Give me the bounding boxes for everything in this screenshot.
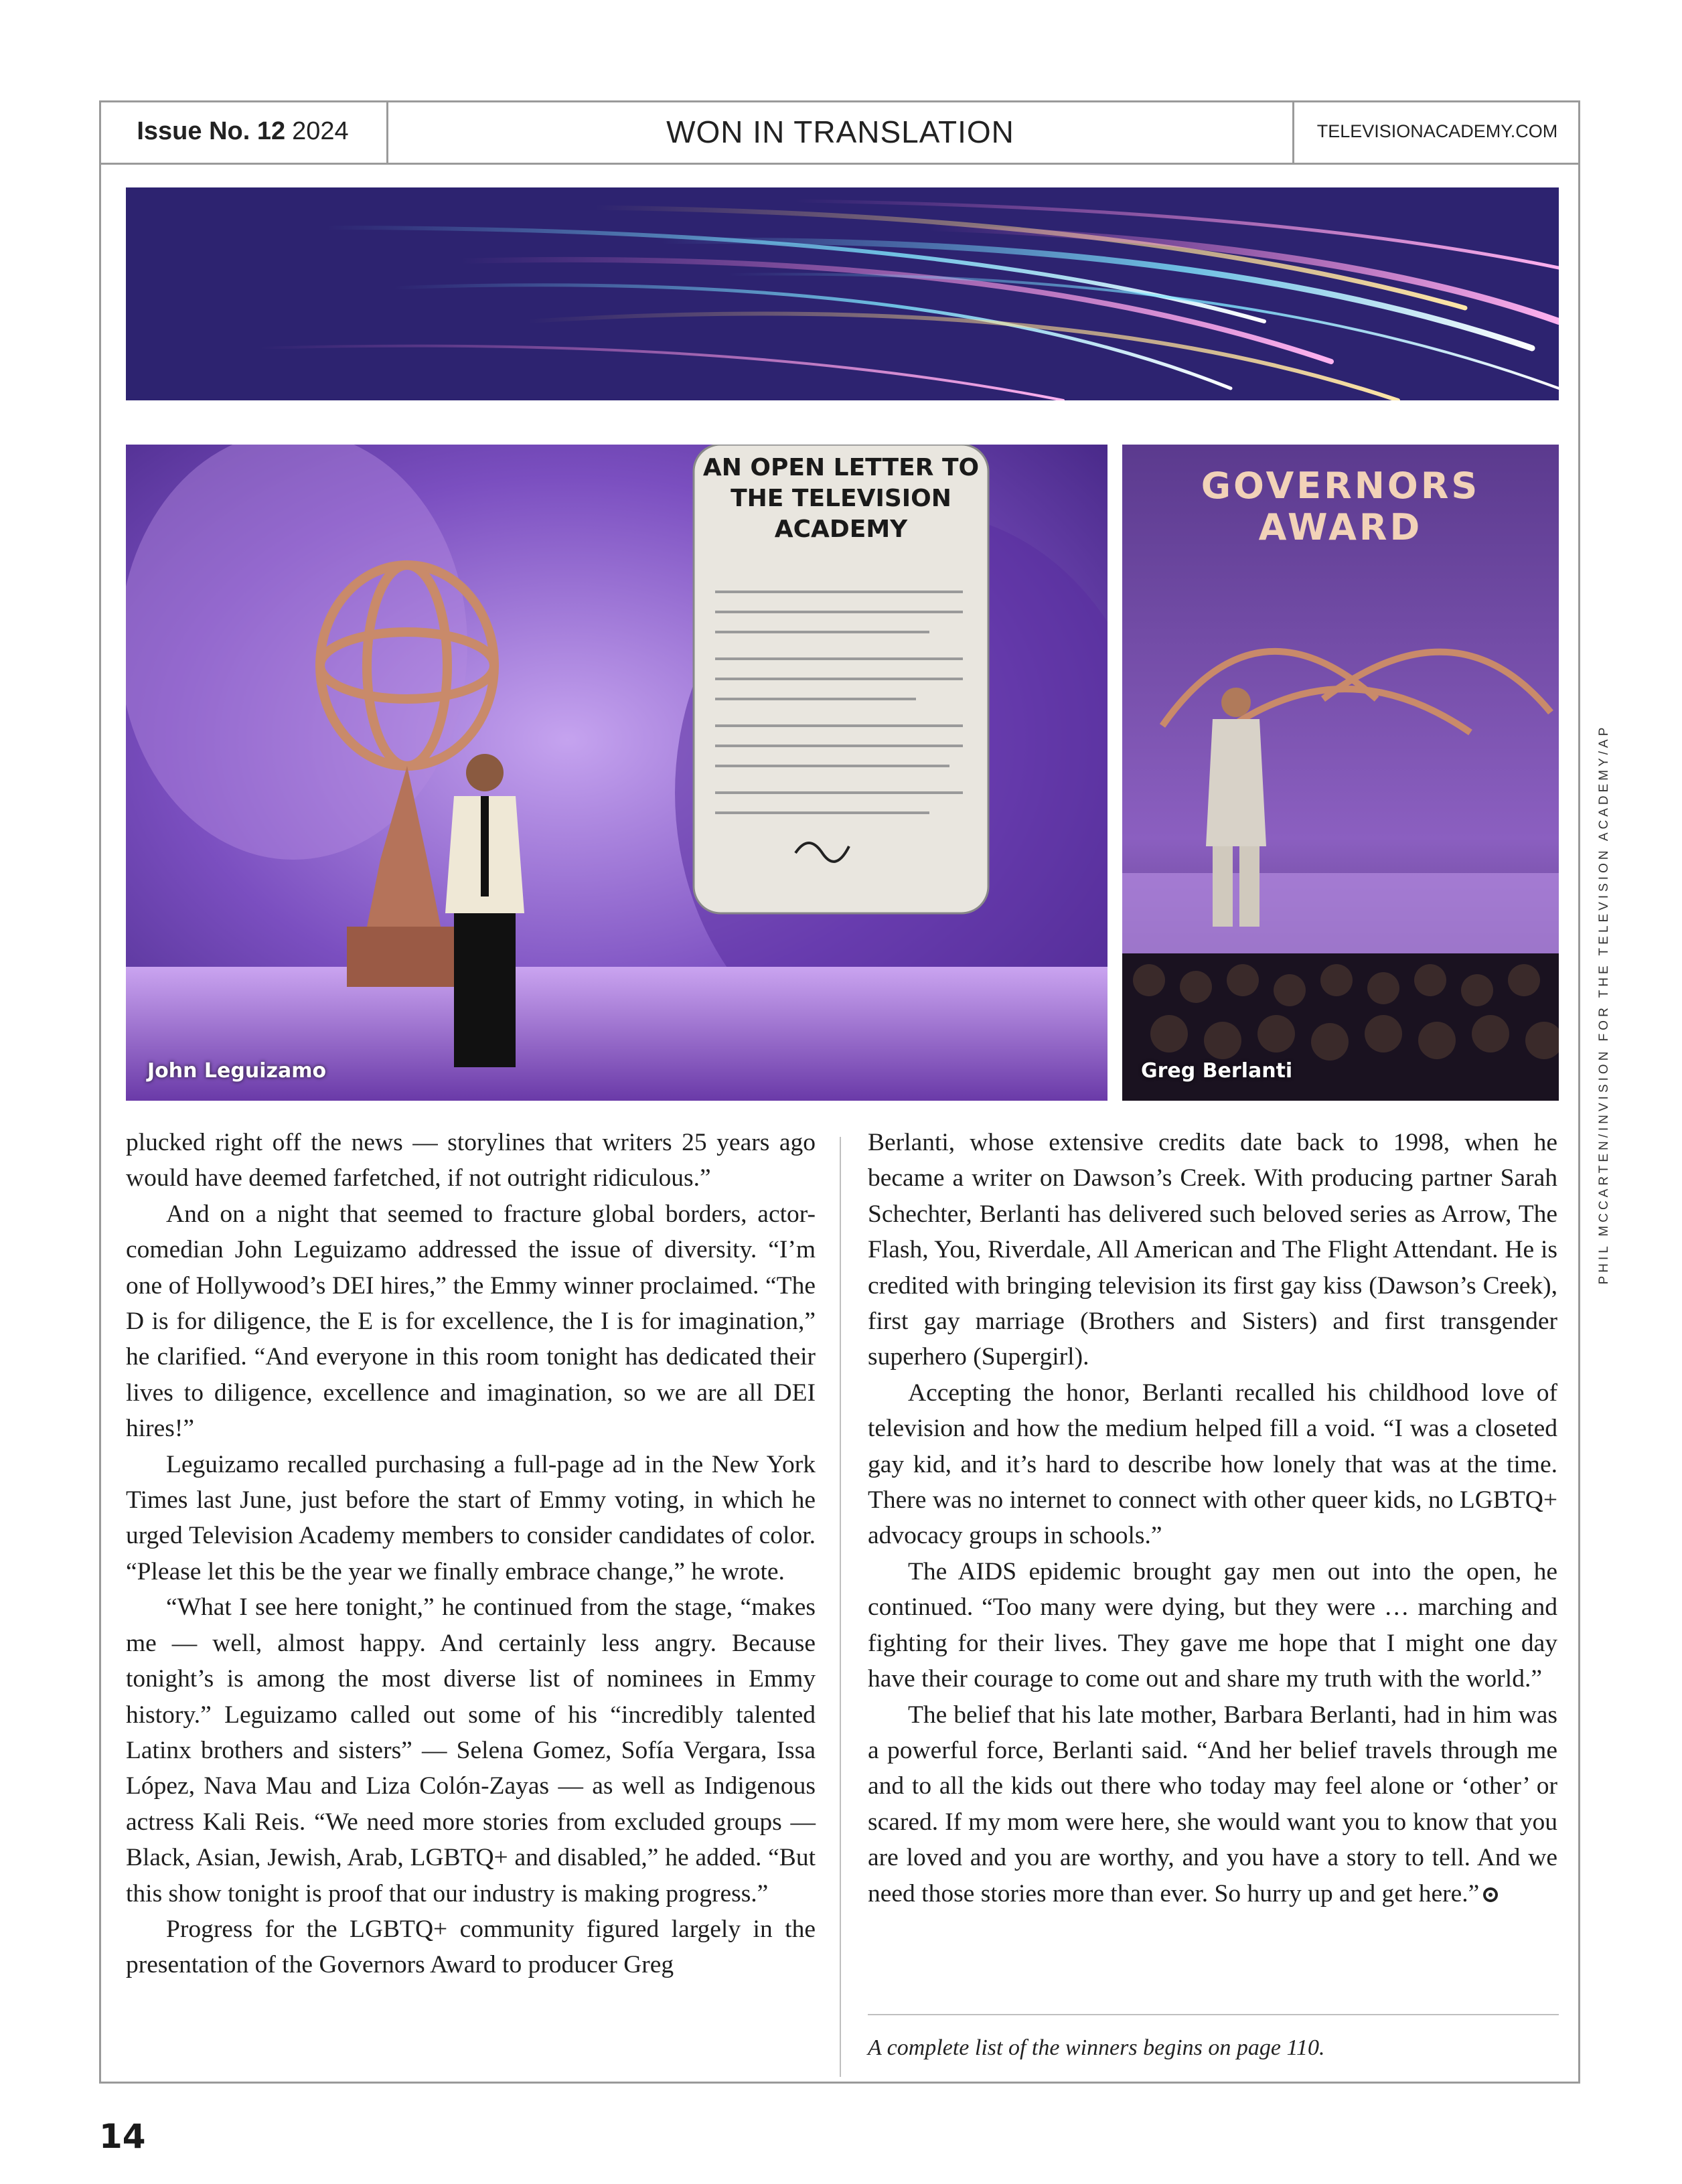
- page-header: [99, 100, 1580, 165]
- issue-number: Issue No. 12: [137, 117, 286, 145]
- section-title: WON IN TRANSLATION: [666, 114, 1014, 149]
- issue-year: 2024: [292, 117, 349, 145]
- award-title-line-1: GOVERNORS: [1201, 465, 1480, 507]
- page-number: 14: [99, 2117, 146, 2156]
- paragraph: The AIDS epidemic brought gay men out into the open, he continued. “Too many were dying, but they were … marching and fighting for their lives. They gave me hope that I might one day have their courage to come out and share my truth with the world.”: [868, 1557, 1557, 1693]
- letter-title-line-3: ACADEMY: [774, 516, 908, 543]
- footnote: A complete list of the winners begins on page 110.: [868, 2035, 1325, 2060]
- paragraph: Accepting the honor, Berlanti recalled his childhood love of television and how the medium helped fill a void. “I was a closeted gay kid, and it’s hard to describe how lonely that was at the time. There was no internet to connect with other queer kids, no LGBTQ+ advocacy groups in schools.”: [868, 1379, 1557, 1550]
- issue-label: [99, 100, 388, 163]
- footnote-rule: [868, 2014, 1559, 2015]
- paragraph: Berlanti, whose extensive credits date back to 1998, when he became a writer on Dawson’s Creek. With producing partner Sarah Schechter, Berlanti has delivered such beloved series as Arrow, The Flash, You, Riverdale, All American and The Flight Attendant. He is credited with bringing television its first gay kiss (Dawson’s Creek), first gay marriage (Brothers and Sisters) and first transgender superhero (Supergirl).: [868, 1129, 1557, 1371]
- paragraph: Progress for the LGBTQ+ community figured largely in the presentation of the Governors Award to producer Greg: [126, 1915, 816, 1979]
- photo-credit-text: PHIL MCCARTEN/INVISION FOR THE TELEVISION ACADEMY/AP: [1597, 724, 1611, 1285]
- paragraph: [868, 1697, 1557, 1912]
- article-column-right: [868, 1125, 1557, 1912]
- award-title-line-2: AWARD: [1258, 506, 1423, 548]
- paragraph: “What I see here tonight,” he continued from the stage, “makes me — well, almost happy. And certainly less angry. Because tonight’s is among the most diverse list of nominees in Emmy history.” Leguizamo called out some of his “incredibly talented Latinx brothers and sisters” — Selena Gomez, Sofía Vergara, Issa López, Nava Mau and Liza Colón-Zayas — as well as Indigenous actress Kali Reis. “We need more stories from excluded groups — Black, Asian, Jewish, Arab, LGBTQ+ and disabled,” he added. “But this show tonight is proof that our industry is making progress.”: [126, 1593, 816, 1907]
- photo-caption-leguizamo: John Leguizamo: [147, 1059, 327, 1083]
- header-banner-image: [126, 187, 1559, 400]
- paragraph: And on a night that seemed to fracture global borders, actor-comedian John Leguizamo addressed the issue of diversity. “I’m one of Hollywood’s DEI hires,” the Emmy winner proclaimed. “The D is for diligence, the E is for excellence, the I is for imagination,” he clarified. “And everyone in this room tonight has dedicated their lives to diligence, excellence and imagination, so we are all DEI hires!”: [126, 1200, 816, 1443]
- website-link[interactable]: TELEVISIONACADEMY.COM: [1292, 100, 1580, 163]
- photo-caption-berlanti: Greg Berlanti: [1141, 1059, 1293, 1083]
- greg-berlanti-photo: [1122, 445, 1559, 1101]
- letter-title-line-2: THE TELEVISION: [731, 485, 951, 512]
- paragraph-text: The belief that his late mother, Barbara Berlanti, had in him was a powerful force, Berlanti said. “And her belief travels through me and to all the kids out there who today may feel alone or ‘other’ or scared. If my mom were here, she would want you to know that you are loved and you are worthy, and you have a story to tell. And we need those stories more than ever. So hurry up and get here.”: [868, 1701, 1557, 1907]
- paragraph: plucked right off the news — storylines that writers 25 years ago would have deemed farfetched, if not outright ridiculous.”: [126, 1129, 816, 1192]
- paragraph: Leguizamo recalled purchasing a full-page ad in the New York Times last June, just before the start of Emmy voting, in which he urged Television Academy members to consider candidates of color. “Please let this be the year we finally embrace change,” he wrote.: [126, 1450, 816, 1585]
- end-mark-icon: [1483, 1887, 1498, 1902]
- article-column-left: [126, 1125, 816, 1983]
- column-divider: [840, 1137, 841, 2077]
- letter-title-line-1: AN OPEN LETTER TO: [702, 454, 980, 481]
- john-leguizamo-photo: [126, 445, 1107, 1101]
